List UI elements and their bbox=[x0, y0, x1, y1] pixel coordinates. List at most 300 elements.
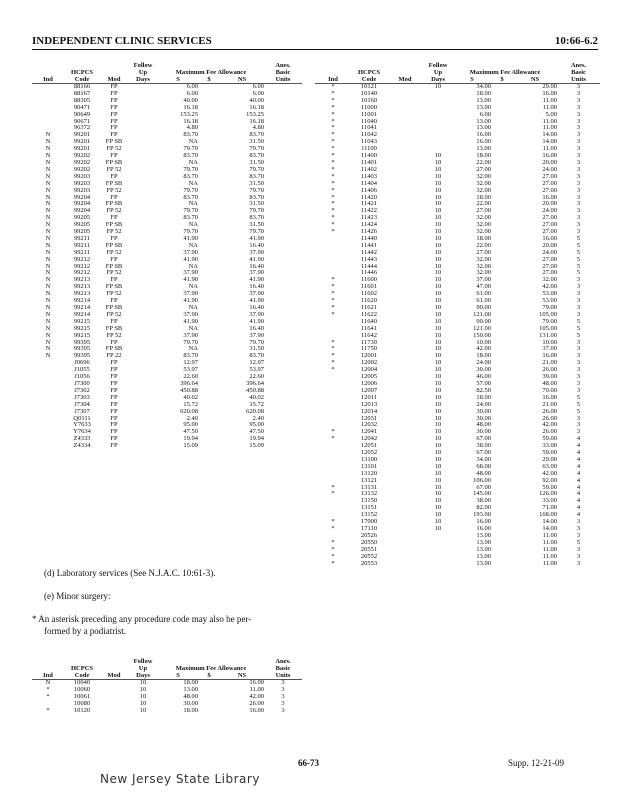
table-cell bbox=[387, 540, 423, 547]
column-header: Up bbox=[138, 665, 148, 672]
table-cell bbox=[387, 381, 423, 388]
table-cell bbox=[128, 416, 158, 423]
table-row bbox=[315, 333, 600, 340]
table-cell: FP bbox=[110, 366, 118, 374]
table-row bbox=[315, 436, 600, 443]
table-cell: * bbox=[331, 193, 335, 201]
table-cell: 10 bbox=[434, 158, 442, 166]
table-cell: 41.90 bbox=[183, 234, 198, 242]
table-cell bbox=[491, 498, 513, 505]
table-cell: 20.00 bbox=[542, 158, 557, 166]
table-cell bbox=[491, 395, 513, 402]
table-cell: 59.00 bbox=[542, 449, 557, 457]
table-cell: 12051 bbox=[360, 442, 378, 450]
table-cell: 5.00 bbox=[545, 110, 557, 118]
table-cell: * bbox=[331, 221, 335, 229]
table-cell: 11602 bbox=[360, 290, 377, 298]
table-cell: 13131 bbox=[360, 483, 378, 491]
table-cell bbox=[264, 270, 302, 277]
table-cell: 99204 bbox=[73, 200, 91, 208]
table-cell bbox=[387, 98, 423, 105]
table-cell: 37.90 bbox=[249, 248, 264, 256]
table-cell: * bbox=[46, 692, 50, 700]
table-cell: 33.00 bbox=[542, 497, 557, 505]
table-cell: FP bbox=[110, 276, 118, 284]
table-cell bbox=[100, 708, 128, 715]
column-header: Units bbox=[275, 76, 291, 83]
table-cell bbox=[198, 105, 220, 112]
table-cell: 10 bbox=[434, 221, 442, 229]
table-cell: 3 bbox=[576, 117, 581, 125]
table-cell: 20550 bbox=[360, 538, 378, 546]
table-cell: FP 52 bbox=[106, 290, 122, 298]
table-cell: 40.02 bbox=[249, 393, 264, 401]
table-cell bbox=[315, 395, 351, 402]
table-cell: 4 bbox=[576, 462, 581, 470]
table-cell bbox=[264, 201, 302, 208]
table-cell bbox=[387, 388, 423, 395]
table-cell: 32.00 bbox=[476, 214, 491, 222]
table-cell bbox=[264, 208, 302, 215]
table-row bbox=[315, 491, 600, 498]
column-header: Mod bbox=[107, 672, 121, 679]
table-cell: 3 bbox=[281, 685, 285, 693]
column-header: Anes. bbox=[570, 62, 587, 69]
table-cell: FP bbox=[110, 89, 118, 97]
table-cell: 22.00 bbox=[476, 200, 491, 208]
table-cell: N bbox=[45, 234, 51, 242]
table-cell: 11443 bbox=[360, 255, 377, 263]
table-cell: 99201 bbox=[73, 131, 91, 139]
column-header: HCPCS bbox=[70, 665, 94, 672]
table-cell bbox=[387, 174, 423, 181]
table-cell: 3 bbox=[576, 545, 581, 553]
table-cell: 13101 bbox=[360, 462, 378, 470]
table-cell: 79.70 bbox=[183, 165, 198, 173]
table-cell: 11640 bbox=[360, 317, 377, 325]
table-cell bbox=[264, 236, 302, 243]
table-cell: 10160 bbox=[360, 96, 378, 104]
table-cell: 11423 bbox=[360, 214, 377, 222]
table-cell: 18.00 bbox=[476, 352, 491, 360]
table-cell: 11.00 bbox=[542, 103, 557, 111]
table-cell: 99203 bbox=[73, 186, 91, 194]
table-row bbox=[315, 540, 600, 547]
table-cell: FP bbox=[110, 297, 118, 305]
table-cell: 4 bbox=[576, 483, 581, 491]
table-row bbox=[315, 146, 600, 153]
table-cell: 2.40 bbox=[252, 414, 264, 422]
table-cell: FP SB bbox=[105, 179, 123, 187]
table-cell: 33.00 bbox=[542, 442, 557, 450]
table-cell: 10 bbox=[139, 699, 147, 707]
table-cell bbox=[491, 112, 513, 119]
table-cell bbox=[264, 374, 302, 381]
table-row bbox=[315, 395, 600, 402]
table-cell: N bbox=[45, 345, 51, 353]
table-cell bbox=[264, 174, 302, 181]
table-row bbox=[315, 112, 600, 119]
table-row bbox=[315, 188, 600, 195]
table-cell bbox=[315, 471, 351, 478]
table-cell bbox=[264, 112, 302, 119]
table-cell: 79.70 bbox=[183, 207, 198, 215]
table-cell: 105.00 bbox=[539, 310, 557, 318]
table-cell: 3 bbox=[281, 699, 285, 707]
table-cell bbox=[128, 402, 158, 409]
table-cell: J7300 bbox=[74, 379, 90, 387]
table-cell: FP 52 bbox=[106, 310, 122, 318]
table-cell bbox=[128, 119, 158, 126]
table-cell: 12011 bbox=[360, 393, 377, 401]
table-cell bbox=[387, 374, 423, 381]
table-cell bbox=[491, 478, 513, 485]
table-cell: 11.00 bbox=[542, 531, 557, 539]
column-header bbox=[513, 62, 557, 69]
table-cell bbox=[387, 505, 423, 512]
table-cell bbox=[32, 374, 64, 381]
table-cell: 6.00 bbox=[186, 83, 198, 90]
table-cell: 79.70 bbox=[249, 165, 264, 173]
table-cell: 10 bbox=[434, 490, 442, 498]
table-cell: 4 bbox=[576, 435, 581, 443]
table-cell: * bbox=[331, 490, 335, 498]
column-header: Basic bbox=[571, 69, 586, 76]
table-row bbox=[315, 374, 600, 381]
table-row bbox=[315, 429, 600, 436]
table-cell bbox=[264, 215, 302, 222]
table-cell bbox=[491, 491, 513, 498]
table-cell: 99211 bbox=[73, 241, 90, 249]
table-cell: 99213 bbox=[73, 290, 91, 298]
table-cell bbox=[491, 450, 513, 457]
table-cell: 121.00 bbox=[473, 324, 491, 332]
table-cell: 3 bbox=[576, 345, 581, 353]
column-header bbox=[387, 69, 423, 76]
table-cell: 11041 bbox=[360, 124, 377, 132]
table-cell: FP bbox=[110, 131, 118, 139]
table-cell: * bbox=[331, 276, 335, 284]
table-cell bbox=[315, 450, 351, 457]
table-cell bbox=[32, 436, 64, 443]
table-cell bbox=[387, 340, 423, 347]
page-header bbox=[32, 35, 598, 50]
table-cell bbox=[198, 250, 220, 257]
table-cell: NA bbox=[188, 158, 198, 166]
table-cell: 3 bbox=[576, 559, 581, 567]
table-cell bbox=[491, 526, 513, 533]
table-cell: 11100 bbox=[361, 145, 377, 153]
table-cell: 34.00 bbox=[476, 83, 491, 90]
table-cell: J7304 bbox=[74, 400, 90, 408]
table-cell: 41.90 bbox=[249, 234, 264, 242]
table-cell: 16.40 bbox=[249, 283, 264, 291]
table-cell bbox=[128, 367, 158, 374]
table-cell: 5 bbox=[576, 241, 581, 249]
table-cell bbox=[198, 243, 220, 250]
table-cell: 4 bbox=[576, 469, 581, 477]
table-cell: 83.70 bbox=[183, 131, 198, 139]
table-cell: 27.00 bbox=[542, 228, 557, 236]
table-cell: 99395 bbox=[73, 338, 91, 346]
column-header bbox=[32, 658, 64, 665]
table-cell: 150.00 bbox=[473, 331, 491, 339]
table-cell: FP bbox=[110, 428, 118, 436]
fee-table-right bbox=[315, 62, 600, 567]
column-header bbox=[453, 62, 491, 69]
table-cell bbox=[198, 708, 220, 715]
table-cell bbox=[198, 208, 220, 215]
table-cell bbox=[198, 680, 220, 687]
table-cell: * bbox=[331, 158, 335, 166]
table-cell: N bbox=[45, 193, 51, 201]
table-cell: 11.00 bbox=[542, 552, 557, 560]
table-cell: N bbox=[45, 324, 51, 332]
table-cell: 16.18 bbox=[183, 117, 198, 125]
table-cell: 79.70 bbox=[183, 338, 198, 346]
table-cell: 10 bbox=[434, 248, 442, 256]
table-cell: J7307 bbox=[74, 407, 90, 415]
table-cell bbox=[198, 353, 220, 360]
table-cell: 12007 bbox=[360, 386, 378, 394]
table-cell bbox=[128, 436, 158, 443]
table-cell: 24.00 bbox=[542, 207, 557, 215]
table-cell bbox=[264, 119, 302, 126]
column-header: Days bbox=[136, 76, 150, 83]
column-header: $ bbox=[500, 76, 504, 83]
table-cell: 59.00 bbox=[542, 483, 557, 491]
table-cell: 4.80 bbox=[186, 124, 198, 132]
table-cell: N bbox=[45, 138, 51, 146]
column-header bbox=[100, 658, 128, 665]
table-cell: 27.00 bbox=[542, 214, 557, 222]
table-cell bbox=[128, 284, 158, 291]
table-cell bbox=[198, 429, 220, 436]
table-cell: NA bbox=[188, 324, 198, 332]
table-cell bbox=[128, 208, 158, 215]
table-cell: 153.25 bbox=[180, 110, 198, 118]
table-cell: 3 bbox=[576, 158, 581, 166]
table-row bbox=[315, 554, 600, 561]
table-cell bbox=[264, 333, 302, 340]
table-cell: 79.70 bbox=[183, 186, 198, 194]
table-cell: 11401 bbox=[360, 158, 377, 166]
table-cell: 99204 bbox=[73, 193, 91, 201]
table-row bbox=[315, 388, 600, 395]
table-cell: 16.00 bbox=[542, 393, 557, 401]
table-cell bbox=[387, 554, 423, 561]
column-header: Up bbox=[433, 69, 443, 76]
table-cell bbox=[264, 284, 302, 291]
table-cell bbox=[491, 367, 513, 374]
table-cell: * bbox=[331, 96, 335, 104]
table-cell: FP bbox=[110, 400, 118, 408]
table-cell: 3 bbox=[576, 152, 581, 160]
fee-table-surgery bbox=[32, 658, 302, 715]
table-cell: 95.00 bbox=[249, 421, 264, 429]
table-row bbox=[315, 319, 600, 326]
table-cell: 4 bbox=[576, 490, 581, 498]
table-cell: 12052 bbox=[360, 449, 378, 457]
table-cell bbox=[198, 257, 220, 264]
table-cell bbox=[387, 526, 423, 533]
table-cell: 11.00 bbox=[542, 145, 557, 153]
table-cell: * bbox=[331, 338, 335, 346]
column-header: Basic bbox=[275, 665, 291, 672]
table-cell bbox=[198, 284, 220, 291]
table-cell: NA bbox=[188, 138, 198, 146]
table-cell: 3 bbox=[576, 124, 581, 132]
table-cell: 11040 bbox=[360, 117, 377, 125]
table-cell bbox=[491, 533, 513, 540]
table-row bbox=[32, 443, 302, 450]
table-cell: 11.00 bbox=[542, 559, 557, 567]
table-cell: 27.00 bbox=[542, 269, 557, 277]
table-cell bbox=[198, 119, 220, 126]
table-cell: * bbox=[331, 228, 335, 236]
table-cell: 5 bbox=[576, 407, 581, 415]
table-cell: 48.00 bbox=[476, 469, 491, 477]
table-cell: J7302 bbox=[74, 386, 90, 394]
table-cell bbox=[491, 429, 513, 436]
table-cell: FP bbox=[110, 393, 118, 401]
table-cell bbox=[198, 381, 220, 388]
table-cell: 11750 bbox=[360, 345, 377, 353]
table-cell: 4.80 bbox=[252, 124, 264, 132]
table-cell: 57.00 bbox=[476, 379, 491, 387]
table-cell: 12001 bbox=[360, 352, 378, 360]
table-cell: 10 bbox=[434, 317, 442, 325]
table-row bbox=[315, 519, 600, 526]
table-cell: * bbox=[331, 310, 335, 318]
table-cell: 26.00 bbox=[249, 699, 264, 707]
table-cell: 18.00 bbox=[476, 234, 491, 242]
table-cell: N bbox=[45, 679, 51, 686]
table-cell: 12005 bbox=[360, 373, 378, 381]
table-cell bbox=[128, 326, 158, 333]
table-cell bbox=[198, 277, 220, 284]
table-cell bbox=[387, 270, 423, 277]
table-cell bbox=[198, 333, 220, 340]
table-cell: 11441 bbox=[360, 241, 377, 249]
table-cell bbox=[491, 139, 513, 146]
table-cell: 16.00 bbox=[476, 525, 491, 532]
table-cell: 99214 bbox=[73, 310, 91, 318]
table-cell: 16.00 bbox=[542, 352, 557, 360]
table-row bbox=[315, 119, 600, 126]
table-cell: 12002 bbox=[360, 359, 378, 367]
table-cell: 61.00 bbox=[476, 290, 491, 298]
table-cell bbox=[264, 167, 302, 174]
table-cell: 11621 bbox=[360, 304, 377, 311]
table-cell: N bbox=[45, 172, 51, 180]
table-cell bbox=[387, 195, 423, 202]
table-cell: 12004 bbox=[360, 366, 378, 374]
table-cell bbox=[198, 270, 220, 277]
table-cell bbox=[387, 519, 423, 526]
table-cell bbox=[491, 243, 513, 250]
table-cell bbox=[315, 505, 351, 512]
table-cell bbox=[128, 181, 158, 188]
table-cell: 396.64 bbox=[180, 379, 198, 387]
table-cell: * bbox=[331, 110, 335, 118]
table-cell bbox=[32, 98, 64, 105]
table-cell: 10120 bbox=[73, 706, 91, 714]
table-cell: 2.40 bbox=[186, 414, 198, 422]
table-cell: 99213 bbox=[73, 283, 91, 291]
table-cell: 3 bbox=[576, 283, 581, 291]
table-cell bbox=[32, 105, 64, 112]
table-cell: 5 bbox=[576, 324, 581, 332]
table-cell: 99201 bbox=[73, 145, 91, 153]
table-cell: 11444 bbox=[360, 262, 377, 270]
table-cell: 131.00 bbox=[539, 331, 557, 339]
table-cell: * bbox=[331, 559, 335, 567]
table-cell bbox=[264, 98, 302, 105]
table-cell: 31.50 bbox=[249, 158, 264, 166]
table-cell: * bbox=[331, 483, 335, 491]
table-cell bbox=[198, 443, 220, 450]
table-cell: 29.00 bbox=[542, 83, 557, 90]
table-row bbox=[315, 215, 600, 222]
table-cell: 10 bbox=[434, 469, 442, 477]
table-cell: 16.00 bbox=[542, 89, 557, 97]
table-row bbox=[315, 471, 600, 478]
table-cell: * bbox=[331, 103, 335, 111]
table-cell: 3 bbox=[576, 518, 581, 526]
table-cell bbox=[491, 181, 513, 188]
table-cell bbox=[387, 346, 423, 353]
table-cell: 47.50 bbox=[183, 428, 198, 436]
table-cell: 4 bbox=[576, 504, 581, 512]
table-row bbox=[315, 409, 600, 416]
table-cell bbox=[128, 112, 158, 119]
table-cell: 19.94 bbox=[249, 435, 264, 443]
table-cell: 90671 bbox=[73, 117, 91, 125]
table-cell: 30.00 bbox=[476, 407, 491, 415]
table-cell bbox=[128, 84, 158, 91]
table-cell: 10 bbox=[434, 338, 442, 346]
column-header: NS bbox=[237, 672, 247, 679]
table-cell bbox=[423, 554, 453, 561]
column-header bbox=[64, 62, 100, 69]
table-row bbox=[315, 250, 600, 257]
table-cell: 10.00 bbox=[542, 338, 557, 346]
table-cell: 168.00 bbox=[539, 511, 557, 519]
table-row bbox=[315, 512, 600, 519]
table-cell: 27.00 bbox=[542, 186, 557, 194]
table-cell bbox=[387, 422, 423, 429]
table-cell bbox=[264, 84, 302, 91]
table-cell: 32.00 bbox=[476, 269, 491, 277]
table-cell: 13151 bbox=[360, 504, 378, 512]
table-cell: 79.00 bbox=[542, 304, 557, 311]
table-cell: FP SB bbox=[105, 283, 123, 291]
table-cell: * bbox=[331, 352, 335, 360]
table-cell: 620.08 bbox=[180, 407, 198, 415]
table-cell: 11.00 bbox=[542, 96, 557, 104]
table-cell: 396.64 bbox=[246, 379, 264, 387]
table-cell: 11400 bbox=[360, 152, 377, 160]
table-cell bbox=[128, 353, 158, 360]
column-header bbox=[158, 62, 198, 69]
table-cell: 5 bbox=[576, 400, 581, 408]
table-cell: 11420 bbox=[360, 193, 377, 201]
table-cell: 42.00 bbox=[542, 421, 557, 429]
table-cell: 3 bbox=[576, 338, 581, 346]
table-cell: 83.70 bbox=[183, 152, 198, 160]
table-cell: 21.00 bbox=[542, 400, 557, 408]
